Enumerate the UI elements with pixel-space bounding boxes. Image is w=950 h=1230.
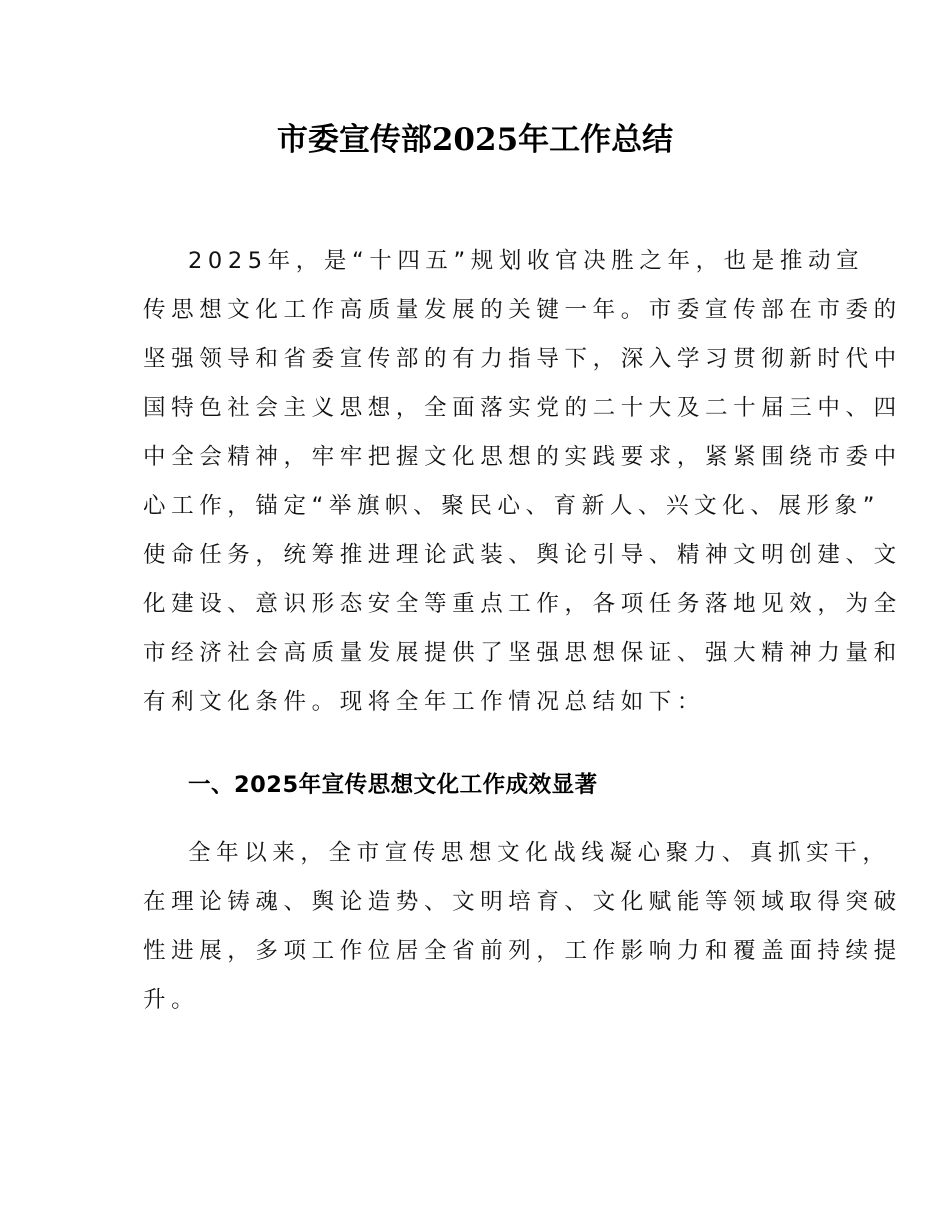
paragraph-line: 坚强领导和省委宣传部的有力指导下，深入学习贯彻新时代中 [143, 346, 902, 372]
paragraph-line: 中全会精神，牢牢把握文化思想的实践要求，紧紧围绕市委中 [143, 444, 902, 470]
paragraph-line: 心工作，锚定“举旗帜、聚民心、育新人、兴文化、展形象” [143, 493, 881, 519]
paragraph-line: 使命任务，统筹推进理论武装、舆论引导、精神文明创建、文 [143, 542, 902, 568]
paragraph-line: 升。 [143, 987, 200, 1013]
paragraph-line: 化建设、意识形态安全等重点工作，各项任务落地见效，为全 [143, 591, 902, 617]
paragraph-line: 市经济社会高质量发展提供了坚强思想保证、强大精神力量和 [143, 640, 902, 666]
paragraph-line: 在理论铸魂、舆论造势、文明培育、文化赋能等领域取得突破 [143, 889, 902, 915]
paragraph-line: 全年以来，全市宣传思想文化战线凝心聚力、真抓实干， [188, 840, 891, 866]
document-title: 市委宣传部2025年工作总结 [276, 122, 674, 158]
paragraph-line: 性进展，多项工作位居全省前列，工作影响力和覆盖面持续提 [143, 938, 902, 964]
paragraph-line: 国特色社会主义思想，全面落实党的二十大及二十届三中、四 [143, 395, 902, 421]
section-heading: 一、2025年宣传思想文化工作成效显著 [188, 772, 598, 798]
paragraph-line: 传思想文化工作高质量发展的关键一年。市委宣传部在市委的 [143, 297, 902, 323]
paragraph-line: 有利文化条件。现将全年工作情况总结如下： [143, 689, 706, 715]
paragraph-line: 2025年，是“十四五”规划收官决胜之年，也是推动宣 [188, 248, 865, 274]
